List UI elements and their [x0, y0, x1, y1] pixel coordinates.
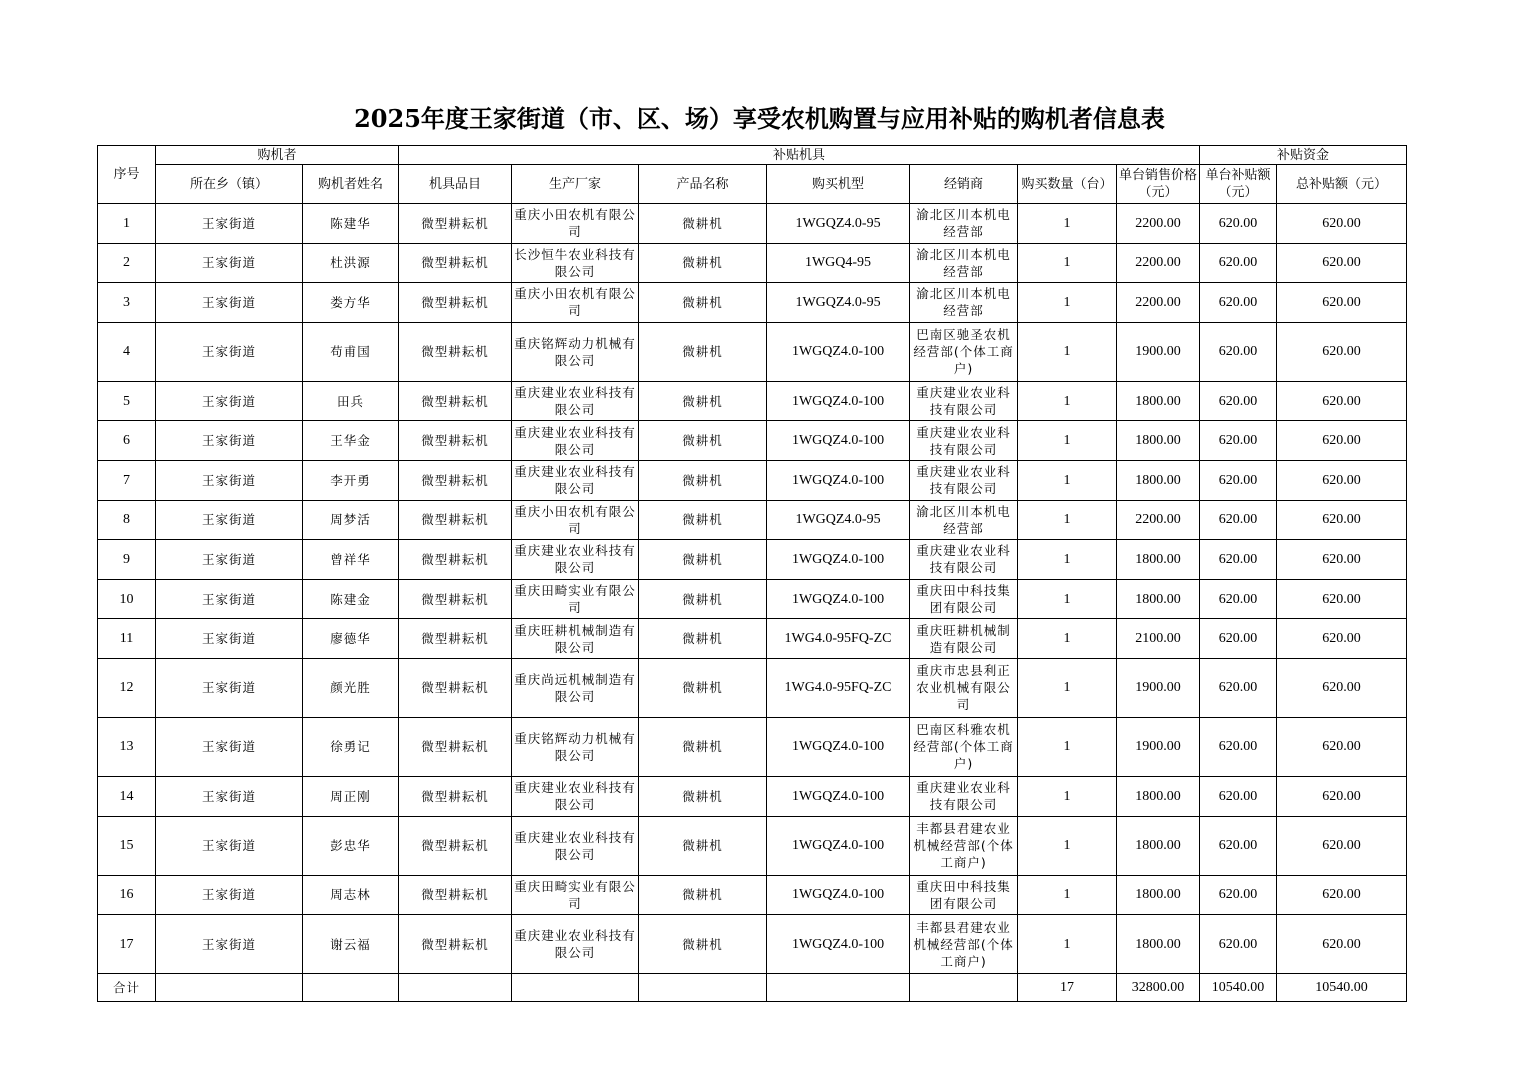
cell-seq: 17: [98, 915, 156, 974]
cell-dealer: [910, 658, 1018, 717]
header-unit-subsidy: [1200, 165, 1277, 204]
cell-town: 王家街道: [156, 283, 303, 323]
cell-total-subsidy: 620.00: [1277, 421, 1407, 461]
total-subsidy: 10540.00: [1277, 974, 1407, 1002]
cell-unit-price: 1800.00: [1117, 579, 1200, 619]
header-town: 所在乡（镇）: [156, 165, 303, 204]
cell-category: 微型耕耘机: [399, 500, 512, 540]
cell-town: 王家街道: [156, 381, 303, 421]
cell-manufacturer-text: 重庆铭辉动力机械有限公司: [514, 335, 636, 368]
cell-dealer-text: 重庆旺耕机械制造有限公司: [916, 622, 1011, 655]
cell-seq: 15: [98, 816, 156, 875]
cell-unit-subsidy: 620.00: [1200, 243, 1277, 283]
cell-town: 王家街道: [156, 243, 303, 283]
cell-unit-subsidy: 620.00: [1200, 540, 1277, 580]
cell-qty: 1: [1018, 619, 1117, 659]
cell-unit-price: 2200.00: [1117, 500, 1200, 540]
cell-category: 微型耕耘机: [399, 243, 512, 283]
cell-town: 王家街道: [156, 619, 303, 659]
cell-buyer-name: 李开勇: [303, 460, 399, 500]
cell-buyer-name: 苟甫国: [303, 322, 399, 381]
cell-category: 微型耕耘机: [399, 540, 512, 580]
cell-product: 微耕机: [639, 658, 767, 717]
cell-model: 1WGQZ4.0-100: [767, 322, 910, 381]
subsidy-table: [97, 145, 1407, 1002]
cell-dealer: [910, 875, 1018, 915]
total-price: 32800.00: [1117, 974, 1200, 1002]
cell-qty: 1: [1018, 204, 1117, 244]
cell-qty: 1: [1018, 460, 1117, 500]
table-row: [98, 381, 1407, 421]
cell-product: 微耕机: [639, 322, 767, 381]
cell-model: 1WGQZ4.0-100: [767, 875, 910, 915]
cell-product: 微耕机: [639, 717, 767, 776]
cell-category: 微型耕耘机: [399, 381, 512, 421]
cell-manufacturer: [512, 204, 639, 244]
total-label: 合计: [98, 974, 156, 1002]
cell-qty: 1: [1018, 322, 1117, 381]
cell-unit-price: 2200.00: [1117, 243, 1200, 283]
cell-unit-subsidy: 620.00: [1200, 816, 1277, 875]
cell-total-subsidy: 620.00: [1277, 658, 1407, 717]
cell-manufacturer: [512, 776, 639, 816]
cell-seq: 13: [98, 717, 156, 776]
cell-unit-subsidy: 620.00: [1200, 579, 1277, 619]
cell-category: 微型耕耘机: [399, 283, 512, 323]
cell-unit-subsidy: 620.00: [1200, 460, 1277, 500]
cell-unit-subsidy: 620.00: [1200, 322, 1277, 381]
cell-seq: 11: [98, 619, 156, 659]
cell-seq: 2: [98, 243, 156, 283]
cell-category: 微型耕耘机: [399, 915, 512, 974]
total-unit-subsidy: 10540.00: [1200, 974, 1277, 1002]
total-empty-cell: [156, 974, 303, 1002]
cell-total-subsidy: 620.00: [1277, 579, 1407, 619]
header-group-row: [98, 146, 1407, 165]
cell-category: 微型耕耘机: [399, 619, 512, 659]
cell-dealer-text: 重庆市忠县利正农业机械有限公司: [916, 663, 1011, 713]
cell-category: 微型耕耘机: [399, 579, 512, 619]
cell-unit-price: 1900.00: [1117, 658, 1200, 717]
cell-model: 1WG4.0-95FQ-ZC: [767, 619, 910, 659]
table-row: [98, 243, 1407, 283]
table-row: [98, 540, 1407, 580]
cell-manufacturer-text: 重庆建业农业科技有限公司: [514, 424, 636, 457]
cell-manufacturer: [512, 875, 639, 915]
table-row: [98, 717, 1407, 776]
cell-dealer-text: 渝北区川本机电经营部: [916, 503, 1011, 536]
cell-product: 微耕机: [639, 915, 767, 974]
total-empty-cell: [512, 974, 639, 1002]
table-row: [98, 816, 1407, 875]
cell-unit-price: 1800.00: [1117, 776, 1200, 816]
header-total-subsidy: 总补贴额（元）: [1277, 165, 1407, 204]
cell-total-subsidy: 620.00: [1277, 875, 1407, 915]
cell-manufacturer-text: 重庆旺耕机械制造有限公司: [514, 622, 636, 655]
cell-dealer-text: 渝北区川本机电经营部: [916, 207, 1011, 240]
cell-seq: 14: [98, 776, 156, 816]
cell-buyer-name: 颜光胜: [303, 658, 399, 717]
header-qty-text: 购买数量（台）: [1021, 176, 1113, 192]
total-empty-cell: [399, 974, 512, 1002]
cell-dealer: [910, 204, 1018, 244]
cell-category: 微型耕耘机: [399, 717, 512, 776]
cell-manufacturer: [512, 619, 639, 659]
cell-dealer-text: 重庆建业农业科技有限公司: [916, 464, 1011, 497]
cell-town: 王家街道: [156, 421, 303, 461]
cell-manufacturer-text: 重庆建业农业科技有限公司: [514, 385, 636, 418]
cell-unit-price: 2100.00: [1117, 619, 1200, 659]
cell-model: 1WGQZ4.0-95: [767, 204, 910, 244]
cell-manufacturer: [512, 421, 639, 461]
table-row: [98, 204, 1407, 244]
page-title: 2025年度王家街道（市、区、场）享受农机购置与应用补贴的购机者信息表: [354, 104, 1165, 133]
table-row: [98, 500, 1407, 540]
cell-manufacturer-text: 重庆建业农业科技有限公司: [514, 928, 636, 961]
cell-town: 王家街道: [156, 579, 303, 619]
table-row: [98, 776, 1407, 816]
cell-manufacturer: [512, 283, 639, 323]
cell-dealer-text: 重庆田中科技集团有限公司: [916, 583, 1011, 616]
cell-buyer-name: 陈建华: [303, 204, 399, 244]
cell-category: 微型耕耘机: [399, 204, 512, 244]
header-dealer: 经销商: [910, 165, 1018, 204]
cell-product: 微耕机: [639, 500, 767, 540]
header-buyer-name: 购机者姓名: [303, 165, 399, 204]
cell-unit-subsidy: 620.00: [1200, 717, 1277, 776]
cell-model: 1WGQZ4.0-100: [767, 540, 910, 580]
cell-product: 微耕机: [639, 243, 767, 283]
cell-product: 微耕机: [639, 381, 767, 421]
cell-dealer: [910, 500, 1018, 540]
cell-total-subsidy: 620.00: [1277, 500, 1407, 540]
header-group-buyer: 购机者: [156, 146, 399, 165]
cell-dealer: [910, 816, 1018, 875]
cell-model: 1WGQZ4.0-100: [767, 717, 910, 776]
cell-unit-subsidy: 620.00: [1200, 776, 1277, 816]
cell-category: 微型耕耘机: [399, 658, 512, 717]
cell-manufacturer-text: 重庆尚远机械制造有限公司: [514, 671, 636, 704]
cell-town: 王家街道: [156, 658, 303, 717]
cell-seq: 16: [98, 875, 156, 915]
cell-town: 王家街道: [156, 204, 303, 244]
cell-dealer: [910, 460, 1018, 500]
cell-seq: 7: [98, 460, 156, 500]
header-seq: 序号: [98, 146, 156, 204]
table-row: [98, 875, 1407, 915]
cell-buyer-name: 陈建金: [303, 579, 399, 619]
cell-manufacturer-text: 重庆小田农机有限公司: [514, 286, 636, 319]
header-unit-price-text: 单台销售价格（元）: [1119, 168, 1198, 200]
cell-unit-subsidy: 620.00: [1200, 204, 1277, 244]
cell-unit-price: 1800.00: [1117, 421, 1200, 461]
cell-dealer: [910, 540, 1018, 580]
cell-manufacturer: [512, 540, 639, 580]
header-qty: [1018, 165, 1117, 204]
header-group-funds: 补贴资金: [1200, 146, 1407, 165]
cell-category: 微型耕耘机: [399, 460, 512, 500]
cell-unit-price: 1900.00: [1117, 322, 1200, 381]
table-row: [98, 579, 1407, 619]
cell-model: 1WG4.0-95FQ-ZC: [767, 658, 910, 717]
cell-buyer-name: 徐勇记: [303, 717, 399, 776]
cell-dealer-text: 丰都县君建农业机械经营部(个体工商户): [913, 821, 1014, 871]
cell-unit-price: 1800.00: [1117, 915, 1200, 974]
cell-manufacturer-text: 重庆建业农业科技有限公司: [514, 543, 636, 576]
cell-unit-subsidy: 620.00: [1200, 283, 1277, 323]
cell-town: 王家街道: [156, 875, 303, 915]
cell-total-subsidy: 620.00: [1277, 243, 1407, 283]
cell-dealer: [910, 776, 1018, 816]
cell-dealer-text: 巴南区科雅农机经营部(个体工商户): [913, 722, 1014, 772]
cell-town: 王家街道: [156, 500, 303, 540]
cell-manufacturer-text: 重庆铭辉动力机械有限公司: [514, 730, 636, 763]
cell-unit-subsidy: 620.00: [1200, 915, 1277, 974]
cell-seq: 9: [98, 540, 156, 580]
cell-dealer: [910, 619, 1018, 659]
cell-seq: 3: [98, 283, 156, 323]
table-row: [98, 460, 1407, 500]
cell-qty: 1: [1018, 816, 1117, 875]
table-row: [98, 658, 1407, 717]
cell-buyer-name: 田兵: [303, 381, 399, 421]
cell-qty: 1: [1018, 500, 1117, 540]
total-empty-cell: [767, 974, 910, 1002]
cell-dealer-text: 渝北区川本机电经营部: [916, 246, 1011, 279]
header-product: 产品名称: [639, 165, 767, 204]
cell-total-subsidy: 620.00: [1277, 915, 1407, 974]
total-row: [98, 974, 1407, 1002]
cell-manufacturer: [512, 816, 639, 875]
cell-seq: 8: [98, 500, 156, 540]
cell-qty: 1: [1018, 776, 1117, 816]
cell-model: 1WGQZ4.0-95: [767, 283, 910, 323]
cell-manufacturer: [512, 717, 639, 776]
cell-product: 微耕机: [639, 816, 767, 875]
cell-model: 1WGQZ4.0-100: [767, 816, 910, 875]
cell-product: 微耕机: [639, 579, 767, 619]
cell-town: 王家街道: [156, 717, 303, 776]
cell-buyer-name: 曾祥华: [303, 540, 399, 580]
cell-buyer-name: 周梦活: [303, 500, 399, 540]
cell-unit-subsidy: 620.00: [1200, 619, 1277, 659]
cell-unit-subsidy: 620.00: [1200, 500, 1277, 540]
header-model: 购买机型: [767, 165, 910, 204]
cell-model: 1WGQZ4.0-100: [767, 381, 910, 421]
cell-manufacturer-text: 长沙恒牛农业科技有限公司: [514, 246, 636, 279]
cell-manufacturer: [512, 381, 639, 421]
cell-total-subsidy: 620.00: [1277, 381, 1407, 421]
header-category: 机具品目: [399, 165, 512, 204]
total-empty-cell: [639, 974, 767, 1002]
cell-category: 微型耕耘机: [399, 776, 512, 816]
cell-manufacturer-text: 重庆建业农业科技有限公司: [514, 829, 636, 862]
cell-product: 微耕机: [639, 540, 767, 580]
cell-qty: 1: [1018, 540, 1117, 580]
cell-manufacturer: [512, 322, 639, 381]
cell-buyer-name: 杜洪源: [303, 243, 399, 283]
cell-qty: 1: [1018, 243, 1117, 283]
cell-total-subsidy: 620.00: [1277, 540, 1407, 580]
cell-qty: 1: [1018, 875, 1117, 915]
cell-unit-subsidy: 620.00: [1200, 658, 1277, 717]
cell-qty: 1: [1018, 717, 1117, 776]
cell-unit-price: 1800.00: [1117, 816, 1200, 875]
cell-qty: 1: [1018, 421, 1117, 461]
cell-qty: 1: [1018, 283, 1117, 323]
cell-manufacturer: [512, 243, 639, 283]
cell-category: 微型耕耘机: [399, 421, 512, 461]
cell-dealer-text: 重庆建业农业科技有限公司: [916, 424, 1011, 457]
cell-manufacturer-text: 重庆田畸实业有限公司: [514, 878, 636, 911]
cell-buyer-name: 周志林: [303, 875, 399, 915]
cell-unit-subsidy: 620.00: [1200, 875, 1277, 915]
cell-product: 微耕机: [639, 204, 767, 244]
total-empty-cell: [910, 974, 1018, 1002]
cell-category: 微型耕耘机: [399, 816, 512, 875]
table-row: [98, 915, 1407, 974]
cell-model: 1WGQZ4.0-100: [767, 421, 910, 461]
total-empty-cell: [303, 974, 399, 1002]
cell-town: 王家街道: [156, 540, 303, 580]
cell-total-subsidy: 620.00: [1277, 816, 1407, 875]
cell-town: 王家街道: [156, 915, 303, 974]
cell-unit-price: 1800.00: [1117, 381, 1200, 421]
cell-manufacturer: [512, 915, 639, 974]
cell-dealer: [910, 579, 1018, 619]
cell-dealer: [910, 915, 1018, 974]
cell-buyer-name: 王华金: [303, 421, 399, 461]
cell-buyer-name: 廖德华: [303, 619, 399, 659]
cell-town: 王家街道: [156, 816, 303, 875]
cell-manufacturer: [512, 658, 639, 717]
cell-seq: 6: [98, 421, 156, 461]
cell-manufacturer-text: 重庆小田农机有限公司: [514, 207, 636, 240]
cell-product: 微耕机: [639, 283, 767, 323]
cell-product: 微耕机: [639, 875, 767, 915]
cell-qty: 1: [1018, 915, 1117, 974]
cell-dealer: [910, 421, 1018, 461]
cell-unit-price: 1800.00: [1117, 540, 1200, 580]
cell-product: 微耕机: [639, 421, 767, 461]
cell-seq: 1: [98, 204, 156, 244]
cell-manufacturer-text: 重庆建业农业科技有限公司: [514, 780, 636, 813]
cell-total-subsidy: 620.00: [1277, 460, 1407, 500]
header-unit-subsidy-text: 单台补贴额（元）: [1205, 168, 1271, 200]
cell-dealer-text: 丰都县君建农业机械经营部(个体工商户): [913, 919, 1014, 969]
cell-model: 1WGQZ4.0-100: [767, 915, 910, 974]
cell-unit-price: 1900.00: [1117, 717, 1200, 776]
cell-product: 微耕机: [639, 619, 767, 659]
cell-manufacturer: [512, 579, 639, 619]
cell-dealer-text: 重庆建业农业科技有限公司: [916, 385, 1011, 418]
cell-category: 微型耕耘机: [399, 875, 512, 915]
cell-town: 王家街道: [156, 776, 303, 816]
cell-unit-subsidy: 620.00: [1200, 381, 1277, 421]
cell-dealer: [910, 243, 1018, 283]
cell-model: 1WGQZ4.0-95: [767, 500, 910, 540]
cell-buyer-name: 娄方华: [303, 283, 399, 323]
table-row: [98, 283, 1407, 323]
cell-total-subsidy: 620.00: [1277, 283, 1407, 323]
cell-seq: 12: [98, 658, 156, 717]
table-row: [98, 421, 1407, 461]
cell-total-subsidy: 620.00: [1277, 204, 1407, 244]
header-unit-price: [1117, 165, 1200, 204]
cell-town: 王家街道: [156, 460, 303, 500]
cell-unit-price: 2200.00: [1117, 283, 1200, 323]
cell-unit-subsidy: 620.00: [1200, 421, 1277, 461]
cell-unit-price: 1800.00: [1117, 875, 1200, 915]
table-row: [98, 619, 1407, 659]
cell-model: 1WGQ4-95: [767, 243, 910, 283]
cell-seq: 10: [98, 579, 156, 619]
cell-total-subsidy: 620.00: [1277, 619, 1407, 659]
cell-unit-price: 2200.00: [1117, 204, 1200, 244]
cell-manufacturer: [512, 500, 639, 540]
cell-dealer: [910, 283, 1018, 323]
cell-dealer: [910, 322, 1018, 381]
table-row: [98, 322, 1407, 381]
header-group-machine: 补贴机具: [399, 146, 1200, 165]
cell-qty: 1: [1018, 579, 1117, 619]
cell-qty: 1: [1018, 658, 1117, 717]
cell-buyer-name: 彭忠华: [303, 816, 399, 875]
cell-dealer: [910, 381, 1018, 421]
cell-dealer-text: 巴南区驰圣农机经营部(个体工商户): [913, 327, 1014, 377]
cell-buyer-name: 谢云福: [303, 915, 399, 974]
cell-manufacturer-text: 重庆建业农业科技有限公司: [514, 464, 636, 497]
cell-seq: 5: [98, 381, 156, 421]
cell-manufacturer: [512, 460, 639, 500]
cell-model: 1WGQZ4.0-100: [767, 776, 910, 816]
cell-town: 王家街道: [156, 322, 303, 381]
cell-total-subsidy: 620.00: [1277, 776, 1407, 816]
cell-model: 1WGQZ4.0-100: [767, 579, 910, 619]
cell-qty: 1: [1018, 381, 1117, 421]
cell-product: 微耕机: [639, 460, 767, 500]
cell-manufacturer-text: 重庆田畸实业有限公司: [514, 583, 636, 616]
cell-model: 1WGQZ4.0-100: [767, 460, 910, 500]
cell-unit-price: 1800.00: [1117, 460, 1200, 500]
cell-dealer: [910, 717, 1018, 776]
cell-dealer-text: 重庆田中科技集团有限公司: [916, 878, 1011, 911]
cell-seq: 4: [98, 322, 156, 381]
total-qty: 17: [1018, 974, 1117, 1002]
cell-category: 微型耕耘机: [399, 322, 512, 381]
cell-buyer-name: 周正刚: [303, 776, 399, 816]
cell-manufacturer-text: 重庆小田农机有限公司: [514, 503, 636, 536]
header-manufacturer: 生产厂家: [512, 165, 639, 204]
cell-total-subsidy: 620.00: [1277, 717, 1407, 776]
cell-product: 微耕机: [639, 776, 767, 816]
cell-total-subsidy: 620.00: [1277, 322, 1407, 381]
cell-dealer-text: 渝北区川本机电经营部: [916, 286, 1011, 319]
cell-dealer-text: 重庆建业农业科技有限公司: [916, 543, 1011, 576]
header-column-row: [98, 165, 1407, 204]
cell-dealer-text: 重庆建业农业科技有限公司: [916, 780, 1011, 813]
